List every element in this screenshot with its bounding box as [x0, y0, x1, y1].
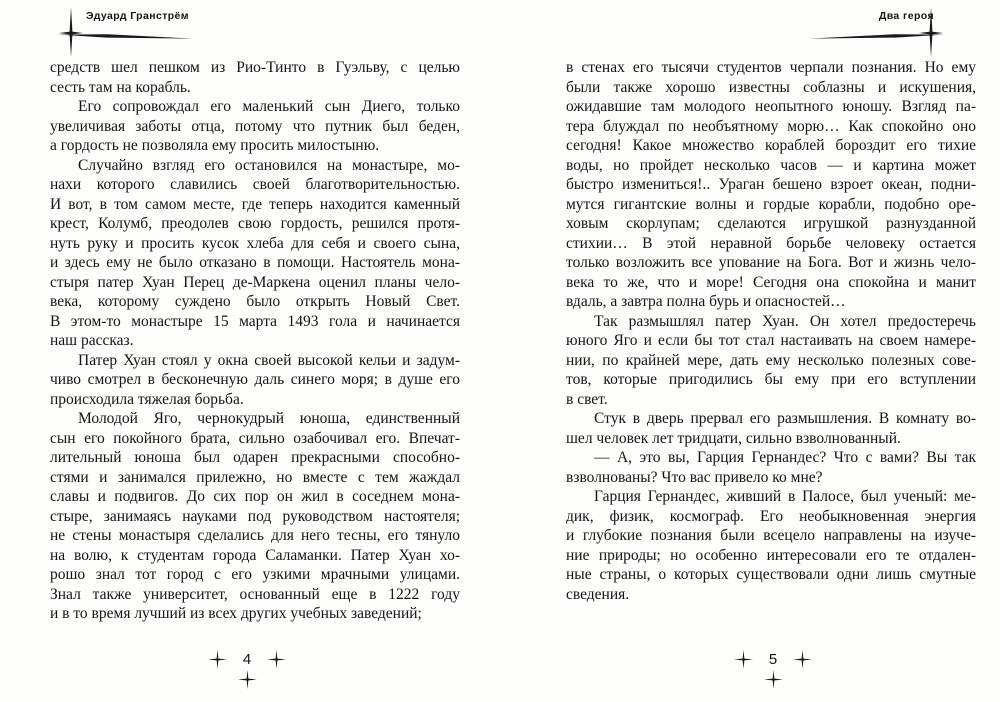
text-line: сесть там на корабль. — [50, 78, 191, 96]
text-line: вдаль, а завтра полна бурь и опасностей… — [566, 293, 846, 310]
text-line: ховым скорлупам; сделаются игрушкой разнузданной — [566, 215, 976, 232]
text-line: тера блуждал по необъятному морю… Как спокойно оно — [566, 117, 976, 135]
running-head-author: Эдуард Гранстрём — [86, 10, 189, 22]
text-line: Стук в дверь прервал его размышления. В комнату во- — [594, 410, 976, 427]
paragraph — [566, 409, 976, 448]
right-page — [500, 0, 1000, 702]
text-line: сын его покойного брата, сильно озабочивал его. Впечат- — [50, 429, 460, 447]
text-line: сегодня! Какое множество кораблей бороздит его тихие — [566, 137, 976, 154]
text-line: нуть руку и просить кусок хлеба для себя и своего сына, — [50, 234, 460, 252]
text-line: в свет. — [566, 390, 608, 408]
cross-ornament-icon — [238, 670, 257, 689]
cross-ornament-icon — [267, 650, 286, 669]
paragraph — [566, 58, 976, 312]
text-line: Знал также университет, основанный еще в 1222 году — [50, 585, 460, 603]
text-line: ние природы; но особенно интересовали его те отдален- — [566, 546, 976, 564]
text-line: средств шел пешком из Рио-Тинто в Гуэльву, с целью — [50, 59, 460, 76]
text-line: тов, которые пригодились бы ему при его вступлении — [566, 371, 976, 388]
text-line: И вот, в том самом месте, где теперь находится каменный — [50, 195, 460, 213]
paragraph — [50, 58, 460, 97]
text-line: стыре, занимаясь науками под руководством настоятеля; — [50, 507, 460, 525]
text-line: и в то время лучший из всех других учебных заведений; — [50, 605, 422, 622]
left-page-text — [50, 58, 460, 624]
text-line: в стенах его тысячи студентов черпали познания. Но ему — [566, 59, 976, 76]
text-line: века, которому суждено было открыть Новый Свет. — [50, 293, 460, 310]
text-line: увеличивая заботы отца, потому что путник был беден, — [50, 117, 460, 135]
left-page-folio — [185, 650, 309, 689]
text-line: века то же, что и море! Сегодня она спокойна и манит — [566, 273, 976, 291]
text-line: наш рассказ. — [50, 332, 134, 349]
text-line: не стены монастыря сделались для него тесны, его тянуло — [50, 527, 460, 544]
text-line: сведения. — [566, 585, 630, 603]
text-line: юного Яго и если бы тот стал настаивать на своем намере- — [566, 332, 976, 349]
text-line: только возложить все упование на Бога. Вот и жизнь чело- — [566, 254, 976, 271]
cross-ornament-icon — [793, 650, 812, 669]
paragraph — [50, 351, 460, 410]
text-line: Гарция Гернандес, живший в Палосе, был ученый: ме- — [594, 488, 976, 505]
text-line: Случайно взгляд его остановился на монастыре, мо- — [78, 156, 460, 174]
text-line: лительный юноша был одарен прекрасными способно- — [50, 449, 460, 466]
running-head-title: Два героя — [878, 10, 934, 22]
text-line: и здесь ему не было отказано в помощи. Настоятель мона- — [50, 254, 460, 271]
paragraph — [566, 448, 976, 487]
paragraph — [566, 487, 976, 604]
paragraph — [50, 156, 460, 351]
page-number: 5 — [768, 651, 778, 668]
paragraph — [566, 312, 976, 410]
right-page-text — [566, 58, 976, 604]
text-line: стями и занимался прилежно, но вместе с тем жаждал — [50, 468, 460, 486]
text-line: ные страны, о которых существовали одни лишь смутные — [566, 566, 976, 583]
text-line: а гордость не позволяла ему просить милостыню. — [50, 137, 380, 154]
right-page-folio — [711, 650, 835, 689]
text-line: Так размышлял патер Хуан. Он хотел предостеречь — [594, 312, 976, 330]
text-line: мутся гигантские волны и гордые корабли, подобно оре- — [566, 195, 976, 213]
cross-ornament-icon — [208, 650, 227, 669]
text-line: дик, физик, космограф. Его необыкновенная энергия — [566, 507, 976, 525]
text-line: взволнованы? Что вас привело ко мне? — [566, 468, 823, 486]
text-line: чиво смотрел в бесконечную даль синего моря; в душе его — [50, 371, 460, 388]
text-line: рошо знал тот город с его узкими мрачными улицами. — [50, 566, 460, 583]
text-line: были также хорошо известны соблазны и искушения, — [566, 78, 976, 96]
text-line: Его сопровождал его маленький сын Диего, только — [78, 98, 460, 115]
text-line: крест, Колумб, преодолев свою гордость, решился протя- — [50, 215, 460, 232]
text-line: — А, это вы, Гарция Гернандес? Что с вами? Вы так — [594, 449, 976, 466]
text-line: шел человек лет тридцати, сильно взволнованный. — [566, 429, 901, 447]
text-line: Патер Хуан стоял у окна своей высокой кельи и задум- — [78, 351, 460, 369]
text-line: В этом-то монастыре 15 марта 1493 гола и начинается — [50, 312, 460, 330]
text-line: и глубокие познания были всецело направлены на изуче- — [566, 527, 976, 544]
cross-ornament-icon — [764, 670, 783, 689]
text-line: славы и подвигов. До сих пор он жил в соседнем мона- — [50, 488, 460, 505]
paragraph — [50, 409, 460, 624]
text-line: нии, по крайней мере, дать ему несколько полезных сове- — [566, 351, 976, 369]
text-line: ожидавшие там молодого неопытного юношу. Взгляд па- — [566, 98, 976, 115]
text-line: воды, но пройдет несколько часов — и картина может — [566, 156, 976, 174]
text-line: стихии… В этой неравной борьбе человеку остается — [566, 234, 976, 252]
text-line: стыря патер Хуан Перец де-Маркена оценил планы чело- — [50, 273, 460, 291]
text-line: на волю, к студентам города Саламанки. Патер Хуан хо- — [50, 546, 460, 564]
text-line: Молодой Яго, чернокудрый юноша, единственный — [78, 410, 460, 427]
text-line: быстро измениться!.. Ураган бешено взроет океан, подни- — [566, 176, 976, 193]
cross-ornament-icon — [734, 650, 753, 669]
paragraph — [50, 97, 460, 156]
text-line: нахи которого славились своей благотворительностью. — [50, 176, 460, 193]
page-number: 4 — [242, 651, 252, 668]
text-line: происходила тяжелая борьба. — [50, 390, 244, 408]
